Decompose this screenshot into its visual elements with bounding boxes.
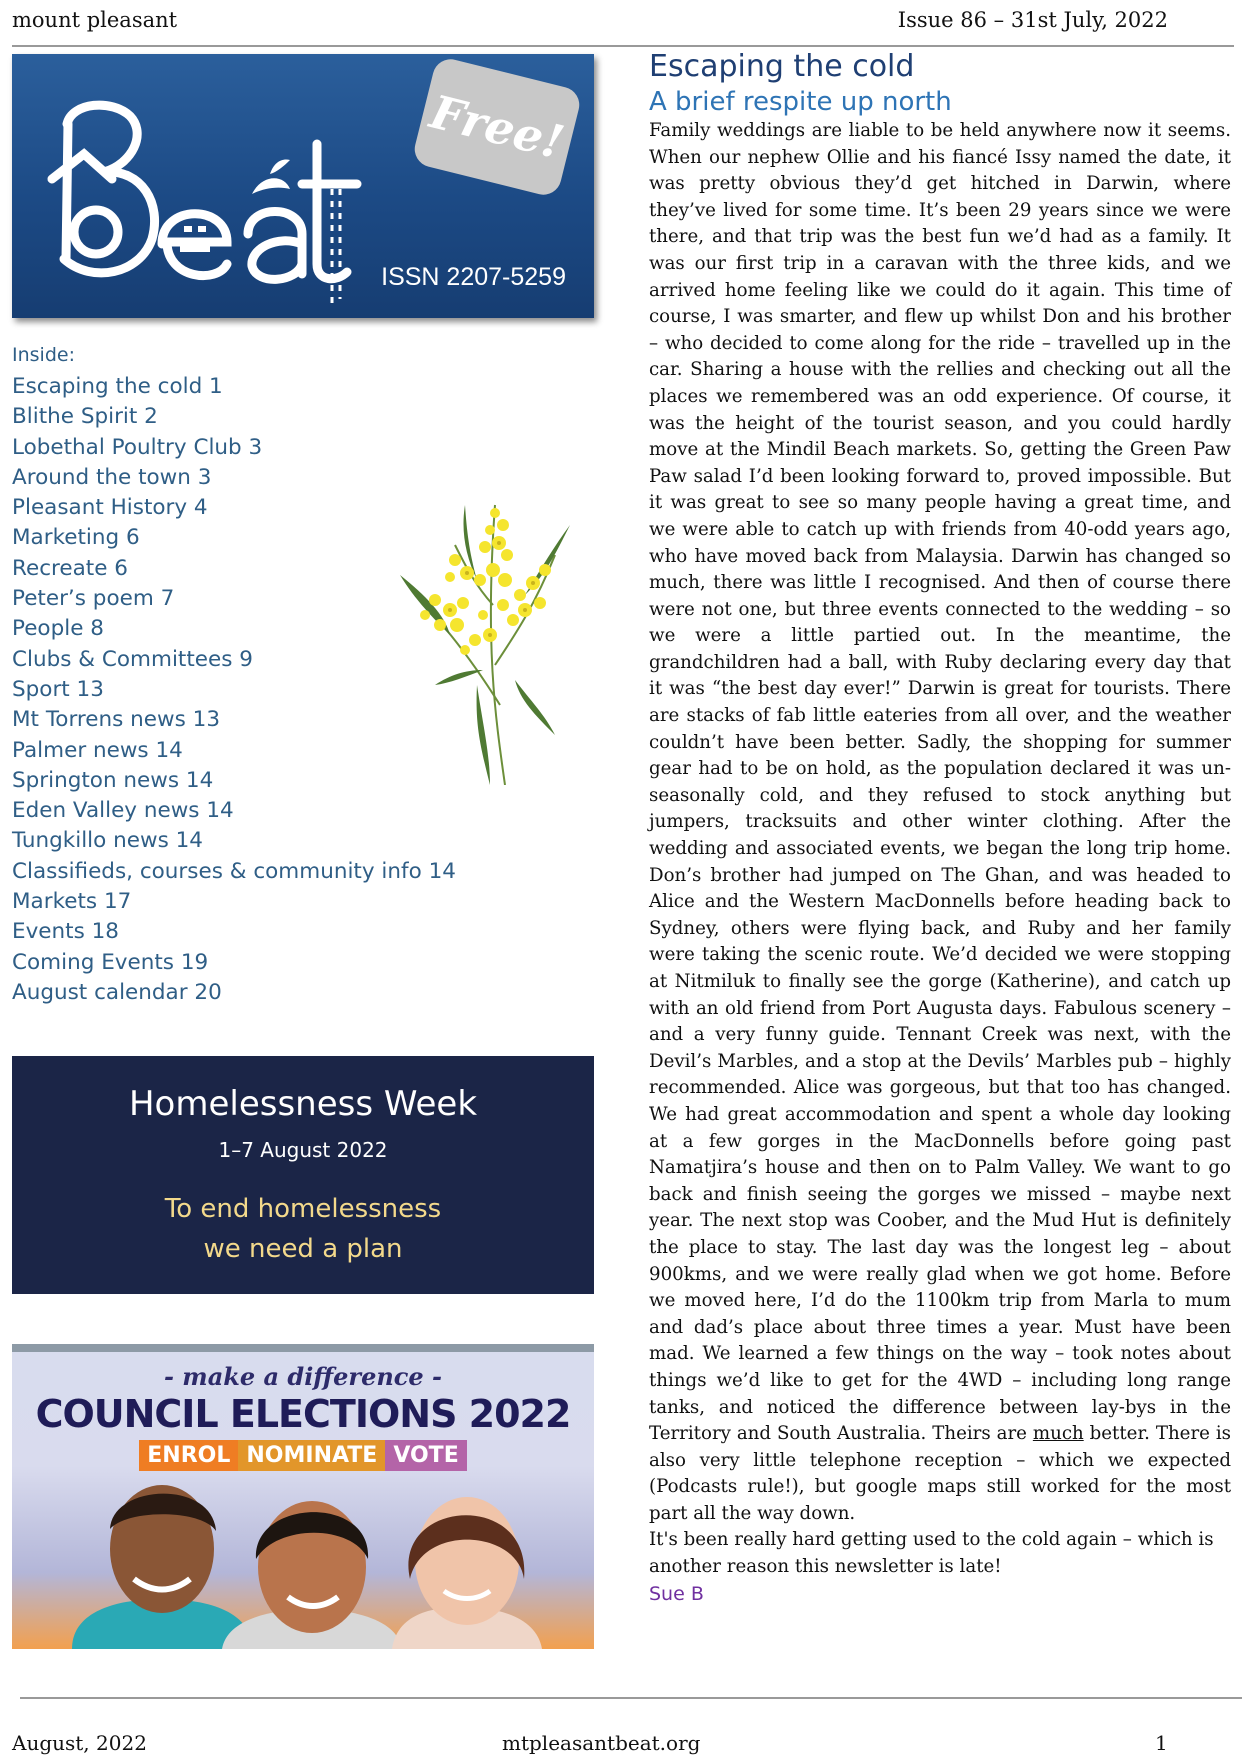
toc-item[interactable]: Classifieds, courses & community info 14 bbox=[12, 858, 456, 884]
wattle-flower-image bbox=[395, 485, 575, 785]
toc-item[interactable]: Tungkillo news 14 bbox=[12, 828, 203, 854]
toc-item[interactable]: People 8 bbox=[12, 616, 104, 642]
toc-item[interactable]: Clubs & Committees 9 bbox=[12, 646, 253, 672]
page-number: 1 bbox=[1155, 1731, 1168, 1755]
issue-info: Issue 86 – 31st July, 2022 bbox=[897, 8, 1168, 32]
toc-label: Inside: bbox=[12, 344, 75, 366]
footer-website[interactable]: mtpleasantbeat.org bbox=[502, 1731, 701, 1755]
toc-item[interactable]: Recreate 6 bbox=[12, 555, 128, 581]
header-divider bbox=[12, 45, 1234, 47]
toc-item[interactable]: August calendar 20 bbox=[12, 979, 222, 1005]
emphasized-word: much bbox=[1032, 1423, 1084, 1445]
toc-item[interactable]: Eden Valley news 14 bbox=[12, 798, 234, 824]
footer-divider bbox=[20, 1697, 1242, 1699]
slogan-line-2: we need a plan bbox=[203, 1234, 403, 1264]
toc-item[interactable]: Palmer news 14 bbox=[12, 737, 183, 763]
toc-item[interactable]: Markets 17 bbox=[12, 889, 132, 915]
free-badge: Free! bbox=[411, 55, 583, 198]
table-of-contents bbox=[12, 344, 456, 1008]
article-paragraph-2: It's been really hard getting used to the cold again – which is another reason this newsletter is late! bbox=[649, 1529, 1214, 1578]
toc-item[interactable]: Springton news 14 bbox=[12, 767, 214, 793]
toc-item[interactable]: Mt Torrens news 13 bbox=[12, 707, 220, 733]
toc-item[interactable]: Coming Events 19 bbox=[12, 949, 209, 975]
council-actions bbox=[12, 1440, 594, 1471]
article-paragraph bbox=[649, 118, 1231, 1527]
toc-item[interactable]: Peter’s poem 7 bbox=[12, 586, 175, 612]
article-title: Escaping the cold bbox=[649, 49, 915, 84]
publication-name: mount pleasant bbox=[12, 8, 178, 32]
toc-list bbox=[12, 372, 456, 1008]
toc-item[interactable]: Events 18 bbox=[12, 919, 119, 945]
toc-item[interactable]: Escaping the cold 1 bbox=[12, 374, 223, 399]
issn-number: ISSN 2207-5259 bbox=[381, 263, 566, 291]
homelessness-week-banner bbox=[12, 1056, 594, 1294]
council-tagline: - make a difference - bbox=[163, 1362, 442, 1391]
slogan-line-1: To end homelessness bbox=[164, 1194, 442, 1224]
toc-item[interactable]: Sport 13 bbox=[12, 676, 104, 702]
banner-top-strip bbox=[12, 1344, 594, 1352]
council-title: COUNCIL ELECTIONS 2022 bbox=[35, 1392, 571, 1436]
toc-item[interactable]: Blithe Spirit 2 bbox=[12, 404, 158, 430]
vote-label: VOTE bbox=[385, 1440, 466, 1471]
paragraph-text-part-1: Family weddings are liable to be held anywhere now it seems. When our nephew Ollie and his fiancé Issy named the date, it was pretty obvious they’d get hitched in Darwin, where they’ve lived for some time. It’s been 29 years since we were there, and that trip was the best fun we’d had as a family. It was our first trip in a caravan with the three kids, and we arrived home feeling like we could do it again. This time of course, I was smarter, and flew up whilst Don and his brother – who decided to come along for the ride – travelled up in the car. Sharing a house with the rellies and checking out all the places we remembered was an odd experience. Of course, it was the height of the tourist season, and you could hardly move at the Mindil Beach markets. So, getting the Green Paw Paw salad I’d been looking forward to, proved impossible. But it was great to see so many people having a great time, and we were able to catch up with friends from 40-odd years ago, who have moved back from Malaysia. Darwin has changed so much, there was little I recognised. And then of course there were not one, but three events connected to the wedding – so we were a little partied out. In the meantime, the grandchildren had a ball, with Ruby declaring every day that it was “the best day ever!” Darwin is great for tourists. There are stacks of fab little eateries from all over, and the weather couldn’t have been better. Sadly, the shopping for summer gear had to be on hold, as the population declared it was un-seasonally cold, and they refused to stock anything but jumpers, tracksuits and other winter clothing. After the wedding and associated events, we began the long trip home. Don’s brother had jumped on The Ghan, and was headed to Alice and the Western MacDonnells before heading back to Sydney, others were flying back, and Ruby and her family were taking the scenic route. We’d decided we were stopping at Nitmiluk to finally see the gorge (Katherine), and catch up with an old friend from Port Augusta days. Fabulous scenery – and a very funny guide. Tennant Creek was next, with the Devil’s Marbles, and a stop at the Devils’ Marbles pub – highly recommended. Alice was gorgeous, but that too has changed. We had great accommodation and spent a whole day looking at a few gorges in the MacDonnells before going past Namatjira’s house and then on to Palm Valley. We want to go back and finish seeing the gorges we missed – maybe next year. The next stop was Coober, and the Mud Hut is definitely the place to stay. The last day was the longest leg – about 900kms, and we were really glad when we got home. Before we moved here, I’d do the 1100km trip from Marla to mum and dad’s place about three times a year. Must have been mad. We learned a few things on the way – took notes about things we’d like to get for the 4WD – including long range tanks, and noticed the difference between lay-bys in the Territory and South Australia. Theirs are bbox=[649, 120, 1231, 1445]
toc-item[interactable]: Lobethal Poultry Club 3 bbox=[12, 434, 263, 460]
footer-date: August, 2022 bbox=[12, 1731, 147, 1755]
toc-item[interactable]: Around the town 3 bbox=[12, 464, 212, 490]
homelessness-dates: 1–7 August 2022 bbox=[218, 1138, 388, 1162]
paragraph-text-part-2: better. There is also very little telephone reception – which we expected (Podcasts rule!), but google maps still worked for the most part all the way down. bbox=[649, 1423, 1231, 1524]
homelessness-slogan bbox=[12, 1189, 594, 1269]
nominate-label: NOMINATE bbox=[238, 1440, 385, 1471]
candidates-photo bbox=[12, 1469, 594, 1649]
article-subtitle: A brief respite up north bbox=[649, 87, 952, 117]
article-escaping-the-cold bbox=[649, 48, 1231, 1605]
masthead bbox=[12, 54, 594, 318]
council-elections-banner bbox=[12, 1344, 594, 1649]
enrol-label: ENROL bbox=[139, 1440, 238, 1471]
toc-item[interactable]: Marketing 6 bbox=[12, 525, 140, 551]
article-author: Sue B bbox=[649, 1582, 704, 1605]
toc-item[interactable]: Pleasant History 4 bbox=[12, 495, 208, 521]
homelessness-title: Homelessness Week bbox=[128, 1084, 478, 1124]
